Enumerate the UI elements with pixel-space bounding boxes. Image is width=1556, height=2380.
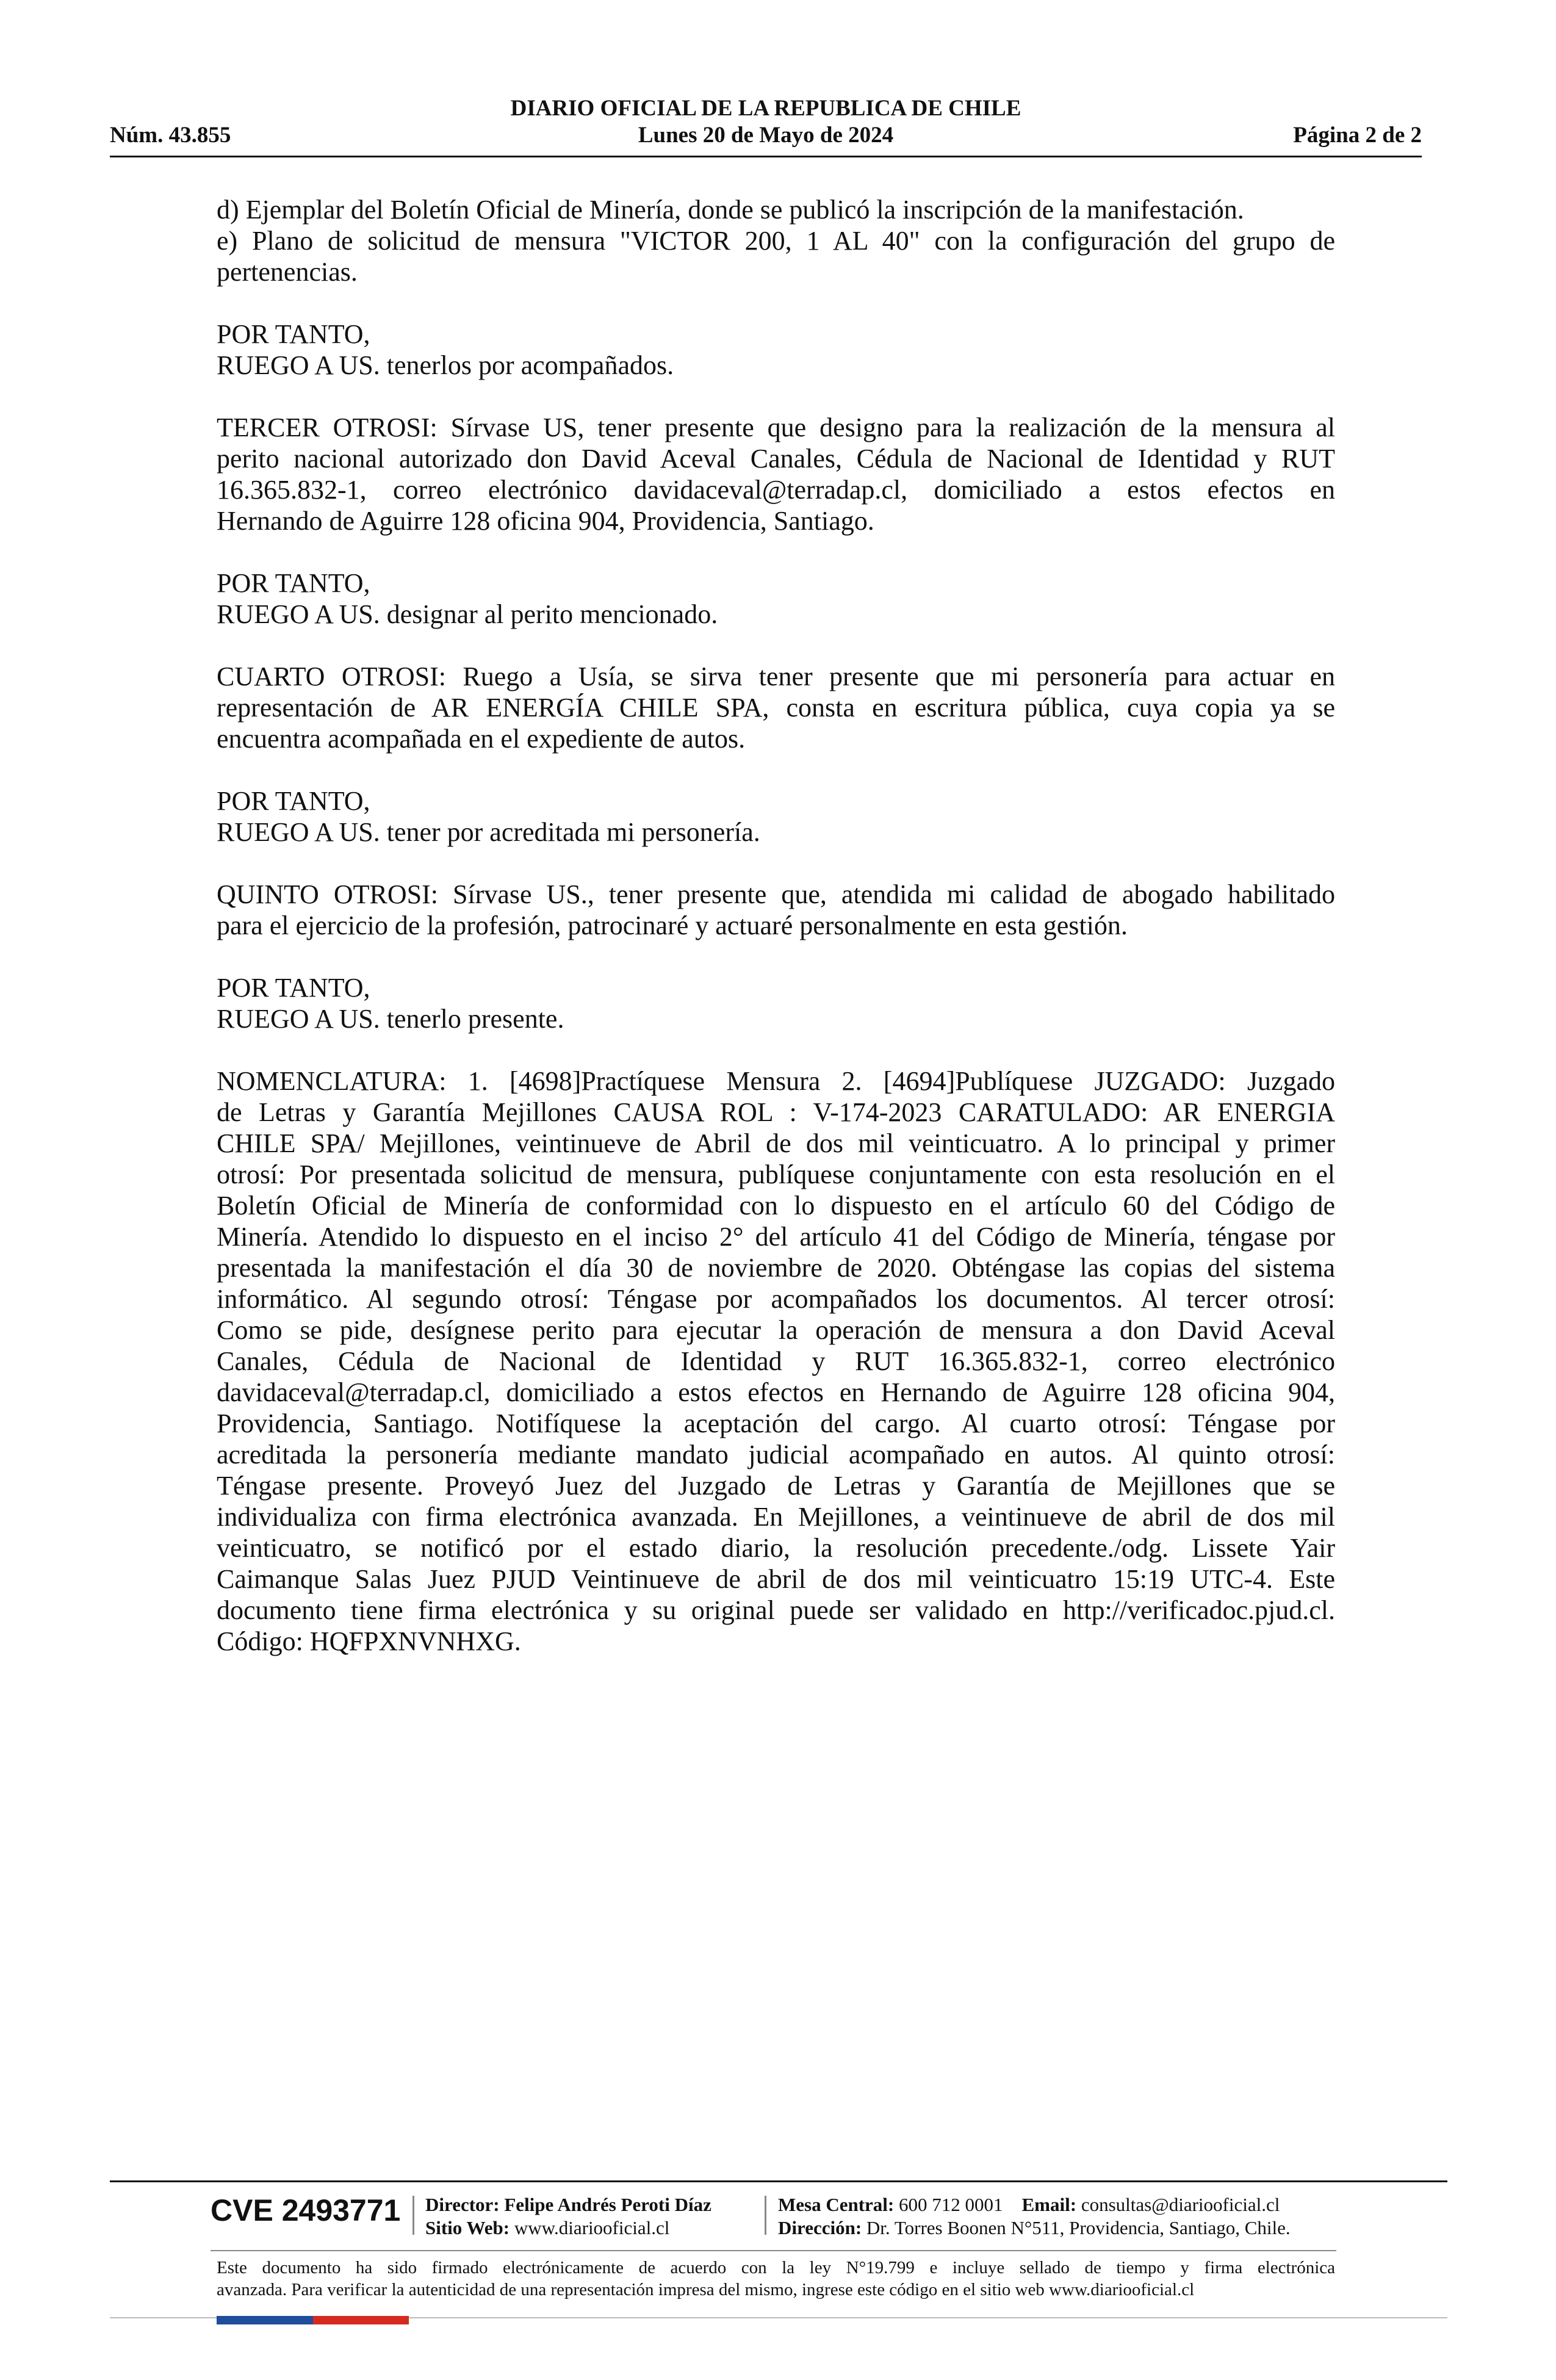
annex-d: d) Ejemplar del Boletín Oficial de Minería, donde se publicó la inscripción de la manifestación. (217, 195, 1244, 225)
footer-separator (412, 2196, 414, 2235)
paragraph-line: Minería. Atendido lo dispuesto en el inciso 2° del artículo 41 del Código de Minería, téngase por (217, 1222, 1335, 1252)
header-divider (110, 156, 1422, 157)
paragraph-line: otrosí: Por presentada solicitud de mensura, publíquese conjuntamente con esta resolución en el (217, 1159, 1335, 1189)
paragraph-line: informático. Al segundo otrosí: Téngase por acompañados los documentos. Al tercer otrosí: (217, 1284, 1335, 1314)
footer-legal-divider (211, 2250, 1336, 2251)
address-line (778, 2216, 1291, 2240)
contact-line (778, 2193, 1291, 2216)
por-tanto: POR TANTO, (217, 319, 370, 349)
petition-text: RUEGO A US. tenerlo presente. (217, 1004, 564, 1034)
footer-director-column (425, 2193, 711, 2240)
footer-contact-column (778, 2193, 1291, 2240)
nomenclatura (217, 1066, 1335, 1657)
paragraph-line: presentada la manifestación el día 30 de noviembre de 2020. Obténgase las copias del sistema (217, 1253, 1335, 1283)
paragraph-line: para el ejercicio de la profesión, patrocinaré y actuaré personalmente en esta gestión. (217, 911, 1128, 940)
flag-stripe-red (313, 2316, 409, 2324)
tercer-otrosi (217, 412, 1335, 536)
legal-line: Este documento ha sido firmado electrónicamente de acuerdo con la ley N°19.799 e incluye sellado de tiempo y firma electrónica (217, 2258, 1335, 2277)
director-name: Felipe Andrés Peroti Díaz (504, 2194, 711, 2215)
paragraph-line: encuentra acompañada en el expediente de autos. (217, 724, 746, 754)
quinto-otrosi (217, 879, 1335, 941)
newspaper-title: DIARIO OFICIAL DE LA REPUBLICA DE CHILE (510, 96, 1021, 121)
paragraph-line: Téngase presente. Proveyó Juez del Juzgado de Letras y Garantía de Mejillones que se (217, 1471, 1335, 1501)
paragraph-line: perito nacional autorizado don David Aceval Canales, Cédula de Nacional de Identidad y RUT (217, 444, 1335, 474)
mesa-label: Mesa Central: (778, 2194, 895, 2215)
paragraph-line: Boletín Oficial de Minería de conformidad con lo dispuesto en el artículo 60 del Código de (217, 1191, 1335, 1221)
document-body (217, 194, 1335, 1688)
paragraph-line: Providencia, Santiago. Notifíquese la aceptación del cargo. Al cuarto otrosí: Téngase por (217, 1408, 1335, 1438)
por-tanto: POR TANTO, (217, 568, 370, 598)
petition-block (217, 785, 1335, 848)
paragraph-line: documento tiene firma electrónica y su original puede ser validado en http://verificadoc.pjud.cl. (217, 1595, 1335, 1625)
address-value: Dr. Torres Boonen N°511, Providencia, Santiago, Chile. (866, 2217, 1291, 2238)
legal-notice (217, 2257, 1335, 2301)
paragraph-line: NOMENCLATURA: 1. [4698]Practíquese Mensura 2. [4694]Publíquese JUZGADO: Juzgado (217, 1066, 1335, 1096)
legal-line: avanzada. Para verificar la autenticidad de una representación impresa del mismo, ingrese este código en el sitio web www.diariooficial.cl (217, 2280, 1195, 2299)
footer-separator (765, 2196, 766, 2235)
email-link[interactable]: consultas@diariooficial.cl (1081, 2194, 1280, 2215)
issue-number: Núm. 43.855 (110, 123, 231, 148)
paragraph-line: CHILE SPA/ Mejillones, veintinueve de Abril de dos mil veinticuatro. A lo principal y primer (217, 1128, 1335, 1158)
paragraph-line: TERCER OTROSI: Sírvase US, tener presente que designo para la realización de la mensura al (217, 413, 1335, 442)
address-label: Dirección: (778, 2217, 862, 2238)
por-tanto: POR TANTO, (217, 786, 370, 816)
annex-list (217, 194, 1335, 287)
paragraph-line: davidaceval@terradap.cl, domiciliado a estos efectos en Hernando de Aguirre 128 oficina 904, (217, 1377, 1335, 1407)
annex-e-line: e) Plano de solicitud de mensura "VICTOR 200, 1 AL 40" con la configuración del grupo de (217, 226, 1335, 256)
issue-date: Lunes 20 de Mayo de 2024 (638, 123, 894, 148)
paragraph-line: Canales, Cédula de Nacional de Identidad y RUT 16.365.832-1, correo electrónico (217, 1346, 1335, 1376)
paragraph-line: de Letras y Garantía Mejillones CAUSA ROL : V-174-2023 CARATULADO: AR ENERGIA (217, 1097, 1335, 1127)
petition-text: RUEGO A US. tenerlos por acompañados. (217, 350, 674, 380)
director-label: Director: (425, 2194, 500, 2215)
page-number: Página 2 de 2 (1293, 123, 1422, 148)
paragraph-line: 16.365.832-1, correo electrónico davidaceval@terradap.cl, domiciliado a estos efectos en (217, 475, 1335, 505)
paragraph-line: Código: HQFPXNVNHXG. (217, 1626, 521, 1656)
paragraph-line: Hernando de Aguirre 128 oficina 904, Providencia, Santiago. (217, 506, 874, 536)
paragraph-line: CUARTO OTROSI: Ruego a Usía, se sirva tener presente que mi personería para actuar en (217, 662, 1335, 691)
website-link[interactable]: www.diariooficial.cl (514, 2217, 670, 2238)
cve-code: CVE 2493771 (211, 2193, 401, 2227)
petition-text: RUEGO A US. tener por acreditada mi personería. (217, 817, 760, 847)
por-tanto: POR TANTO, (217, 973, 370, 1003)
website-label: Sitio Web: (425, 2217, 510, 2238)
email-label: Email: (1021, 2194, 1077, 2215)
petition-block (217, 568, 1335, 630)
paragraph-line: veinticuatro, se notificó por el estado diario, la resolución precedente./odg. Lissete Yair (217, 1533, 1335, 1563)
paragraph-line: acreditada la personería mediante mandato judicial acompañado en autos. Al quinto otrosí: (217, 1440, 1335, 1469)
paragraph-line: Como se pide, desígnese perito para ejecutar la operación de mensura a don David Aceval (217, 1315, 1335, 1345)
flag-stripe-blue (217, 2316, 313, 2324)
paragraph-line: individualiza con firma electrónica avanzada. En Mejillones, a veintinueve de abril de dos mil (217, 1502, 1335, 1532)
director-line (425, 2193, 711, 2216)
paragraph-line: Caimanque Salas Juez PJUD Veintinueve de abril de dos mil veinticuatro 15:19 UTC-4. Este (217, 1564, 1335, 1594)
page-header (110, 93, 1422, 157)
mesa-phone: 600 712 0001 (899, 2194, 1003, 2215)
petition-block (217, 319, 1335, 381)
petition-block (217, 972, 1335, 1034)
footer-divider (110, 2180, 1447, 2182)
annex-e-line: pertenencias. (217, 257, 358, 287)
website-line (425, 2216, 711, 2240)
paragraph-line: QUINTO OTROSI: Sírvase US., tener presente que, atendida mi calidad de abogado habilitado (217, 879, 1335, 909)
cuarto-otrosi (217, 661, 1335, 754)
paragraph-line: representación de AR ENERGÍA CHILE SPA, consta en escritura pública, cuya copia ya se (217, 693, 1335, 723)
petition-text: RUEGO A US. designar al perito mencionado. (217, 599, 718, 629)
